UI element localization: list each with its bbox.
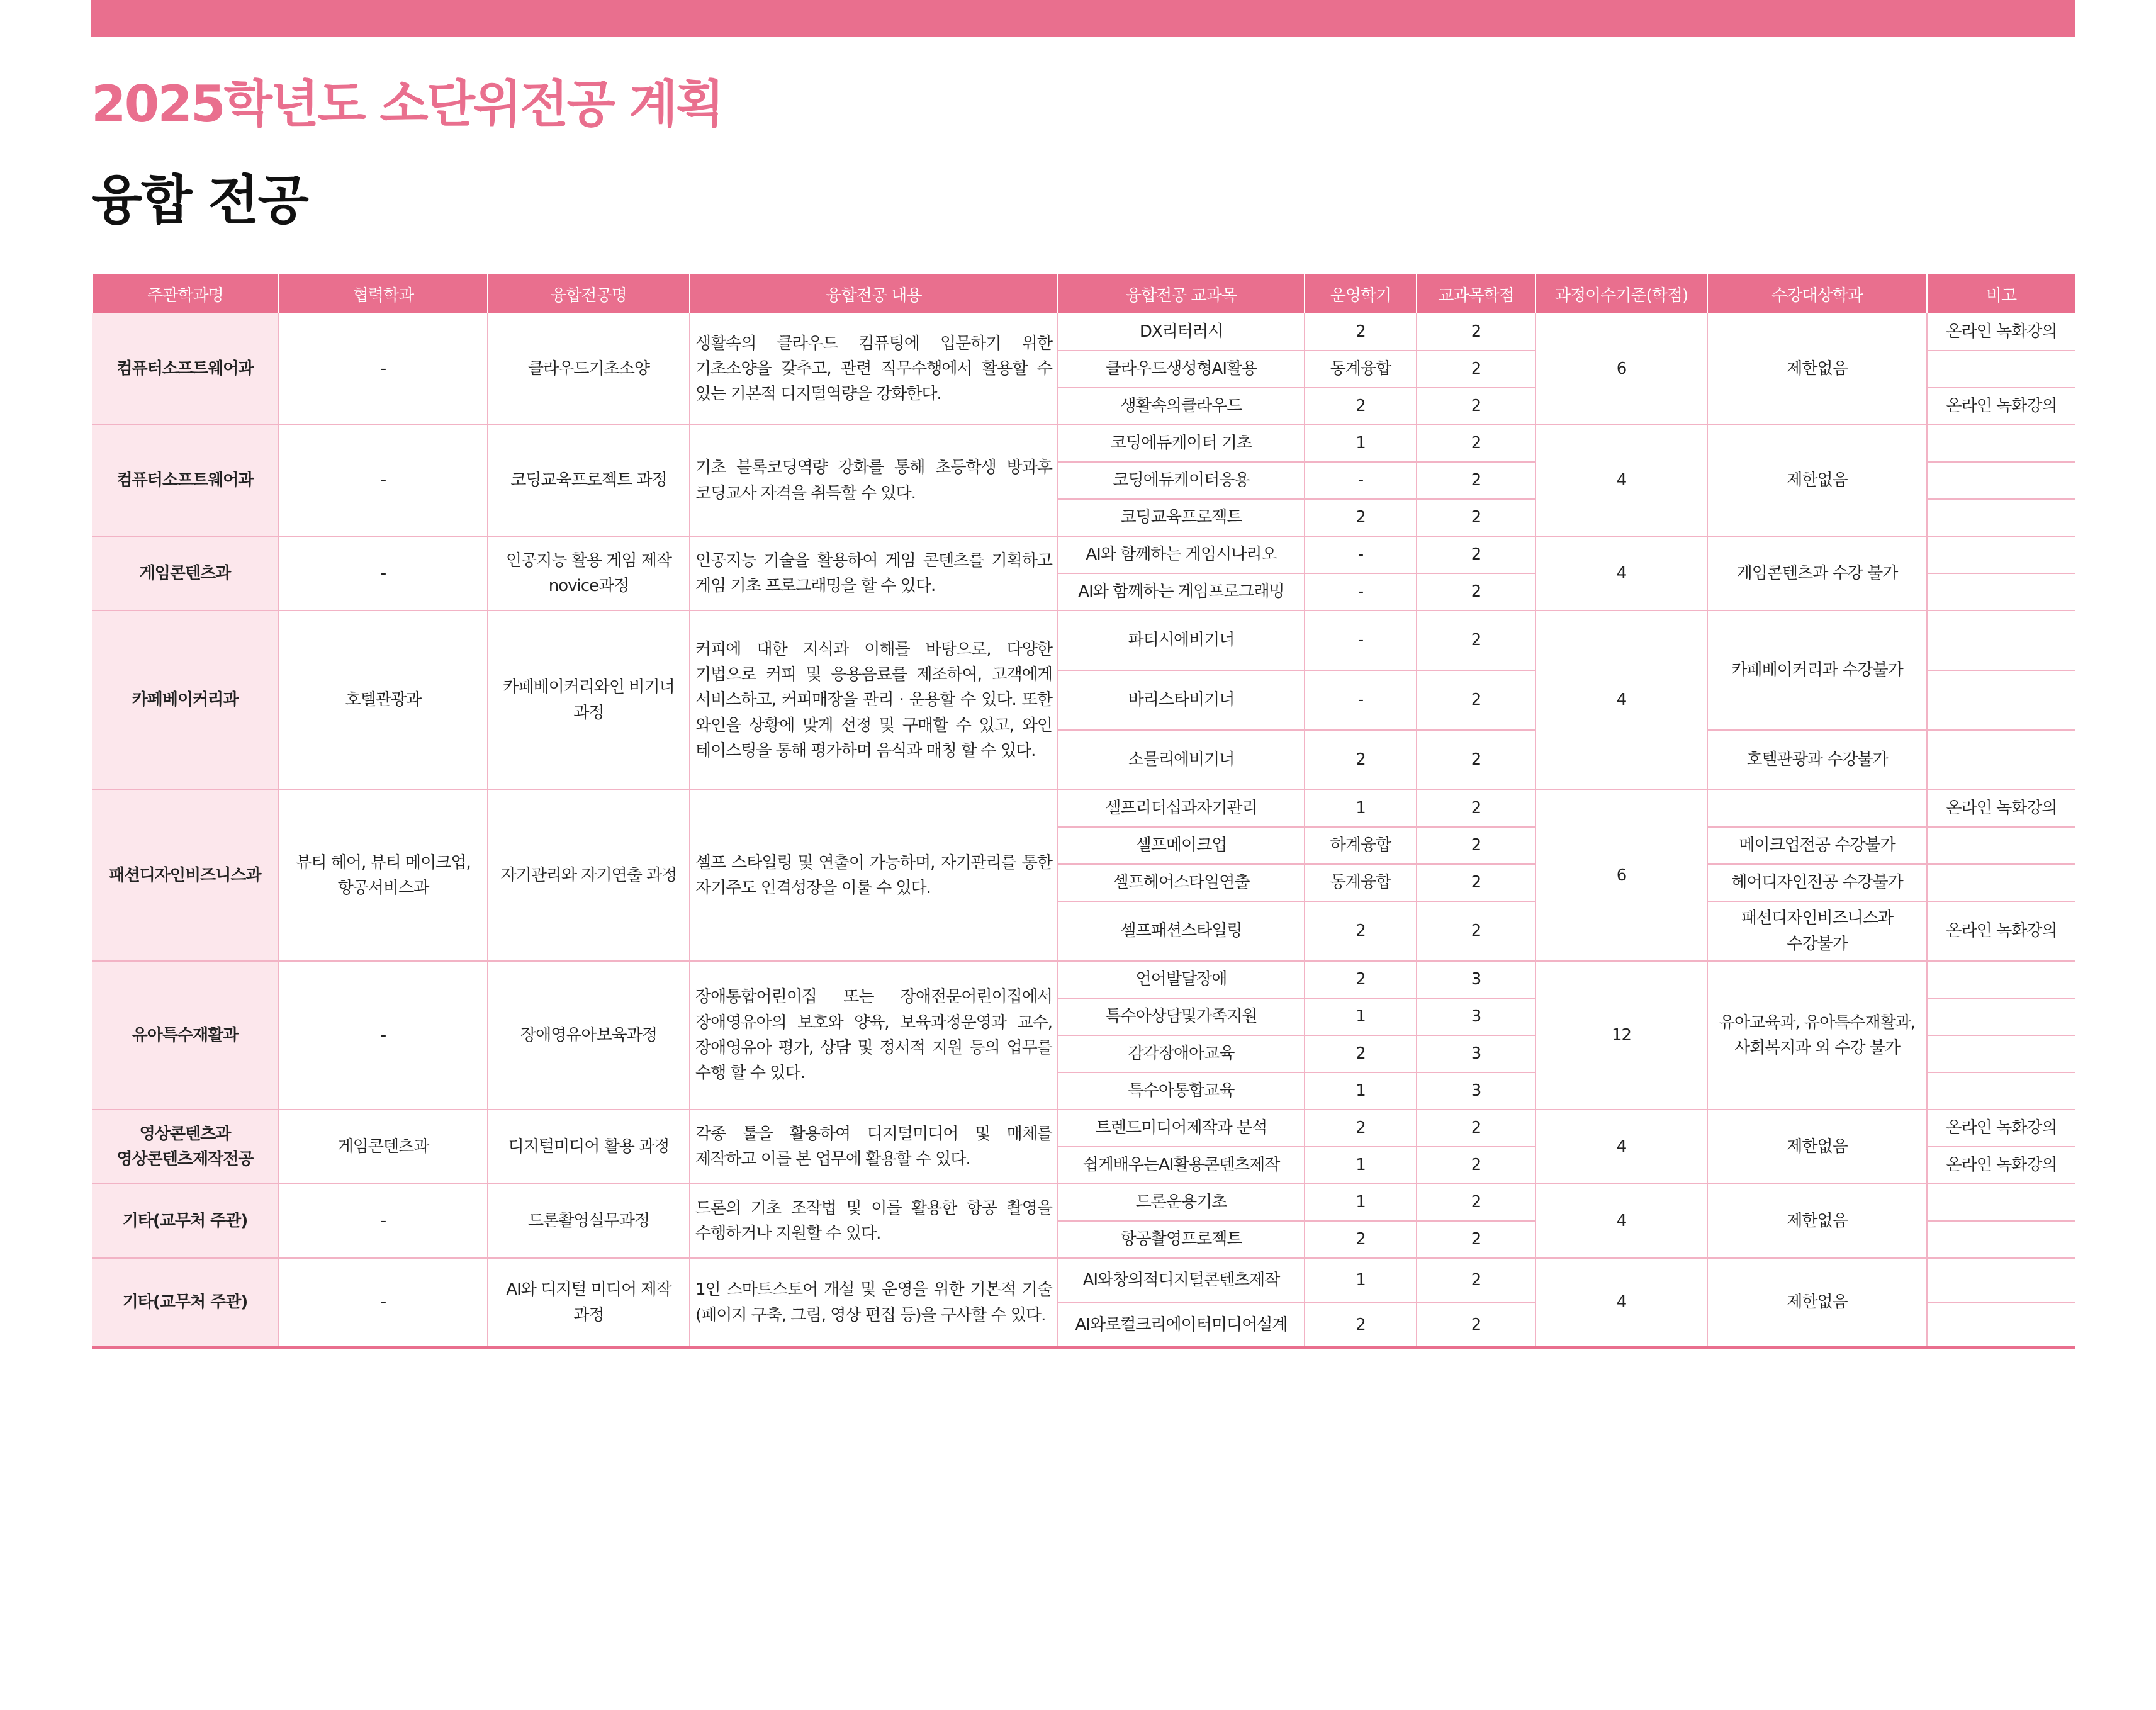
course-note: 온라인 녹화강의 (1927, 790, 2075, 827)
program-content: 장애통합어린이집 또는 장애전문어린이집에서 장애영유아의 보호와 양육, 보육과정운영과 교수, 장애영유아 평가, 상담 및 정서적 지원 등의 업무를 수행 할 수 있다. (690, 961, 1058, 1110)
course-credit: 2 (1417, 827, 1536, 864)
course-note (1927, 1221, 2075, 1258)
program-name: AI와 디지털 미디어 제작 과정 (488, 1258, 690, 1347)
course-semester: - (1305, 536, 1417, 573)
course-note: 온라인 녹화강의 (1927, 1147, 2075, 1184)
course-semester: 1 (1305, 425, 1417, 462)
course-credit: 2 (1417, 388, 1536, 425)
host-department: 기타(교무처 주관) (92, 1258, 279, 1347)
course-credit: 2 (1417, 610, 1536, 670)
target-department: 제한없음 (1707, 1110, 1927, 1184)
course-semester: 1 (1305, 1147, 1417, 1184)
table-row (92, 610, 2075, 670)
target-department: 메이크업전공 수강불가 (1707, 827, 1927, 864)
partner-department: 뷰티 헤어, 뷰티 메이크업, 항공서비스과 (279, 790, 488, 961)
course-note (1927, 998, 2075, 1035)
course-name: 파티시에비기너 (1058, 610, 1305, 670)
column-header: 협력학과 (279, 274, 488, 313)
course-credit: 2 (1417, 351, 1536, 388)
course-credit: 2 (1417, 1303, 1536, 1347)
program-name: 디지털미디어 활용 과정 (488, 1110, 690, 1184)
partner-department: - (279, 1184, 488, 1258)
course-note (1927, 864, 2075, 901)
course-credit: 2 (1417, 790, 1536, 827)
course-note: 온라인 녹화강의 (1927, 901, 2075, 961)
course-semester: 2 (1305, 1035, 1417, 1072)
course-name: AI와창의적디지털콘텐츠제작 (1058, 1258, 1305, 1303)
host-department: 카페베이커리과 (92, 610, 279, 790)
course-credit: 3 (1417, 998, 1536, 1035)
program-content: 1인 스마트스토어 개설 및 운영을 위한 기본적 기술(페이지 구축, 그림, 영상 편집 등)을 구사할 수 있다. (690, 1258, 1058, 1347)
course-credit: 2 (1417, 1110, 1536, 1147)
program-name: 자기관리와 자기연출 과정 (488, 790, 690, 961)
course-semester: - (1305, 610, 1417, 670)
program-name: 클라우드기초소양 (488, 313, 690, 425)
host-department: 패션디자인비즈니스과 (92, 790, 279, 961)
target-department: 패션디자인비즈니스과 수강불가 (1707, 901, 1927, 961)
credits-required: 4 (1536, 536, 1707, 610)
page-title: 2025학년도 소단위전공 계획 (91, 75, 723, 133)
course-note (1927, 1303, 2075, 1347)
course-semester: - (1305, 462, 1417, 499)
program-name: 인공지능 활용 게임 제작 novice과정 (488, 536, 690, 610)
course-credit: 2 (1417, 901, 1536, 961)
course-credit: 2 (1417, 1184, 1536, 1221)
course-semester: 1 (1305, 1258, 1417, 1303)
course-semester: 2 (1305, 901, 1417, 961)
course-semester: 동계융합 (1305, 351, 1417, 388)
table-row (92, 313, 2075, 351)
course-credit: 2 (1417, 670, 1536, 730)
program-name: 장애영유아보육과정 (488, 961, 690, 1110)
course-name: 셀프리더십과자기관리 (1058, 790, 1305, 827)
course-note: 온라인 녹화강의 (1927, 313, 2075, 351)
credits-required: 12 (1536, 961, 1707, 1110)
course-name: 코딩교육프로젝트 (1058, 499, 1305, 536)
target-department: 헤어디자인전공 수강불가 (1707, 864, 1927, 901)
program-content: 셀프 스타일링 및 연출이 가능하며, 자기관리를 통한 자기주도 인격성장을 이룰 수 있다. (690, 790, 1058, 961)
program-content: 기초 블록코딩역량 강화를 통해 초등학생 방과후 코딩교사 자격을 취득할 수 있다. (690, 425, 1058, 536)
course-credit: 2 (1417, 499, 1536, 536)
credits-required: 6 (1536, 313, 1707, 425)
course-credit: 2 (1417, 425, 1536, 462)
program-content: 각종 툴을 활용하여 디지털미디어 및 매체를 제작하고 이를 본 업무에 활용할 수 있다. (690, 1110, 1058, 1184)
course-name: 코딩에듀케이터응용 (1058, 462, 1305, 499)
course-name: AI와 함께하는 게임프로그래밍 (1058, 573, 1305, 610)
program-content: 인공지능 기술을 활용하여 게임 콘텐츠를 기획하고 게임 기초 프로그래밍을 할 수 있다. (690, 536, 1058, 610)
column-header: 융합전공 교과목 (1058, 274, 1305, 313)
credits-required: 4 (1536, 1258, 1707, 1347)
program-name: 카페베이커리와인 비기너 과정 (488, 610, 690, 790)
course-semester: 1 (1305, 1072, 1417, 1110)
course-note (1927, 573, 2075, 610)
table-row (92, 1110, 2075, 1147)
course-name: 소믈리에비기너 (1058, 730, 1305, 790)
table-header-row (92, 274, 2075, 313)
column-header: 융합전공 내용 (690, 274, 1058, 313)
course-name: 감각장애아교육 (1058, 1035, 1305, 1072)
column-header: 운영학기 (1305, 274, 1417, 313)
column-header: 비고 (1927, 274, 2075, 313)
course-name: 바리스타비기너 (1058, 670, 1305, 730)
course-semester: 하계융합 (1305, 827, 1417, 864)
course-note (1927, 670, 2075, 730)
table-row (92, 1184, 2075, 1221)
course-note (1927, 499, 2075, 536)
course-semester: 2 (1305, 1303, 1417, 1347)
course-credit: 2 (1417, 864, 1536, 901)
course-semester: 2 (1305, 1110, 1417, 1147)
course-name: 생활속의클라우드 (1058, 388, 1305, 425)
course-note (1927, 462, 2075, 499)
course-semester: 1 (1305, 790, 1417, 827)
table-row (92, 790, 2075, 827)
course-note (1927, 610, 2075, 670)
course-credit: 3 (1417, 961, 1536, 998)
course-note: 온라인 녹화강의 (1927, 1110, 2075, 1147)
course-semester: 1 (1305, 1184, 1417, 1221)
course-name: 클라우드생성형AI활용 (1058, 351, 1305, 388)
target-department: 제한없음 (1707, 425, 1927, 536)
column-header: 융합전공명 (488, 274, 690, 313)
course-credit: 2 (1417, 1147, 1536, 1184)
column-header: 주관학과명 (92, 274, 279, 313)
course-semester: - (1305, 573, 1417, 610)
partner-department: - (279, 1258, 488, 1347)
host-department: 게임콘텐츠과 (92, 536, 279, 610)
course-semester: 2 (1305, 499, 1417, 536)
target-department: 게임콘텐츠과 수강 불가 (1707, 536, 1927, 610)
target-department: 호텔관광과 수강불가 (1707, 730, 1927, 790)
course-name: 트렌드미디어제작과 분석 (1058, 1110, 1305, 1147)
course-semester: 2 (1305, 1221, 1417, 1258)
course-semester: 2 (1305, 961, 1417, 998)
program-name: 코딩교육프로젝트 과정 (488, 425, 690, 536)
host-department: 컴퓨터소프트웨어과 (92, 425, 279, 536)
convergence-major-table (91, 274, 2076, 1349)
course-credit: 2 (1417, 1221, 1536, 1258)
course-semester: 1 (1305, 998, 1417, 1035)
target-department: 제한없음 (1707, 1258, 1927, 1347)
partner-department: - (279, 313, 488, 425)
target-department (1707, 790, 1927, 827)
host-department: 컴퓨터소프트웨어과 (92, 313, 279, 425)
course-note (1927, 1184, 2075, 1221)
credits-required: 6 (1536, 790, 1707, 961)
host-department: 영상콘텐츠과 영상콘텐츠제작전공 (92, 1110, 279, 1184)
course-name: 특수아통합교육 (1058, 1072, 1305, 1110)
course-note (1927, 961, 2075, 998)
credits-required: 4 (1536, 425, 1707, 536)
course-semester: 동계융합 (1305, 864, 1417, 901)
course-note (1927, 827, 2075, 864)
course-name: 코딩에듀케이터 기초 (1058, 425, 1305, 462)
partner-department: - (279, 961, 488, 1110)
host-department: 유아특수재활과 (92, 961, 279, 1110)
credits-required: 4 (1536, 1110, 1707, 1184)
credits-required: 4 (1536, 610, 1707, 790)
course-name: 쉽게배우는AI활용콘텐츠제작 (1058, 1147, 1305, 1184)
course-name: DX리터러시 (1058, 313, 1305, 351)
course-note (1927, 1035, 2075, 1072)
target-department: 제한없음 (1707, 1184, 1927, 1258)
course-note (1927, 351, 2075, 388)
course-name: 항공촬영프로젝트 (1058, 1221, 1305, 1258)
course-name: 드론운용기초 (1058, 1184, 1305, 1221)
target-department: 유아교육과, 유아특수재활과, 사회복지과 외 수강 불가 (1707, 961, 1927, 1110)
credits-required: 4 (1536, 1184, 1707, 1258)
table-row (92, 425, 2075, 462)
course-name: 셀프패션스타일링 (1058, 901, 1305, 961)
table-row (92, 961, 2075, 998)
partner-department: - (279, 425, 488, 536)
program-content: 커피에 대한 지식과 이해를 바탕으로, 다양한 기법으로 커피 및 응용음료를 제조하여, 고객에게 서비스하고, 커피매장을 관리 · 운용할 수 있다. 또한 와인을 상황에 맞게 선정 및 구매할 수 있고, 와인 테이스팅을 통해 평가하며 음식과 매칭 할 수 있다. (690, 610, 1058, 790)
course-name: 셀프메이크업 (1058, 827, 1305, 864)
partner-department: 게임콘텐츠과 (279, 1110, 488, 1184)
course-credit: 2 (1417, 730, 1536, 790)
program-content: 생활속의 클라우드 컴퓨팅에 입문하기 위한 기초소양을 갖추고, 관련 직무수행에서 활용할 수 있는 기본적 디지털역량을 강화한다. (690, 313, 1058, 425)
course-semester: 2 (1305, 730, 1417, 790)
course-credit: 3 (1417, 1072, 1536, 1110)
course-semester: 2 (1305, 388, 1417, 425)
table-row (92, 1258, 2075, 1303)
partner-department: 호텔관광과 (279, 610, 488, 790)
course-semester: 2 (1305, 313, 1417, 351)
course-credit: 3 (1417, 1035, 1536, 1072)
course-note (1927, 1258, 2075, 1303)
course-name: AI와로컬크리에이터미디어설계 (1058, 1303, 1305, 1347)
target-department: 제한없음 (1707, 313, 1927, 425)
column-header: 과정이수기준(학점) (1536, 274, 1707, 313)
course-name: 특수아상담및가족지원 (1058, 998, 1305, 1035)
column-header: 수강대상학과 (1707, 274, 1927, 313)
table-row (92, 536, 2075, 573)
host-department: 기타(교무처 주관) (92, 1184, 279, 1258)
course-credit: 2 (1417, 573, 1536, 610)
course-credit: 2 (1417, 536, 1536, 573)
course-note (1927, 730, 2075, 790)
course-note (1927, 425, 2075, 462)
target-department: 카페베이커리과 수강불가 (1707, 610, 1927, 730)
course-name: 셀프헤어스타일연출 (1058, 864, 1305, 901)
partner-department: - (279, 536, 488, 610)
course-credit: 2 (1417, 1258, 1536, 1303)
course-note (1927, 1072, 2075, 1110)
course-note (1927, 536, 2075, 573)
section-title: 융합 전공 (91, 169, 308, 231)
program-name: 드론촬영실무과정 (488, 1184, 690, 1258)
course-credit: 2 (1417, 462, 1536, 499)
course-note: 온라인 녹화강의 (1927, 388, 2075, 425)
course-credit: 2 (1417, 313, 1536, 351)
course-name: AI와 함께하는 게임시나리오 (1058, 536, 1305, 573)
top-accent-bar (91, 0, 2075, 37)
course-semester: - (1305, 670, 1417, 730)
program-content: 드론의 기초 조작법 및 이를 활용한 항공 촬영을 수행하거나 지원할 수 있다. (690, 1184, 1058, 1258)
column-header: 교과목학점 (1417, 274, 1536, 313)
course-name: 언어발달장애 (1058, 961, 1305, 998)
